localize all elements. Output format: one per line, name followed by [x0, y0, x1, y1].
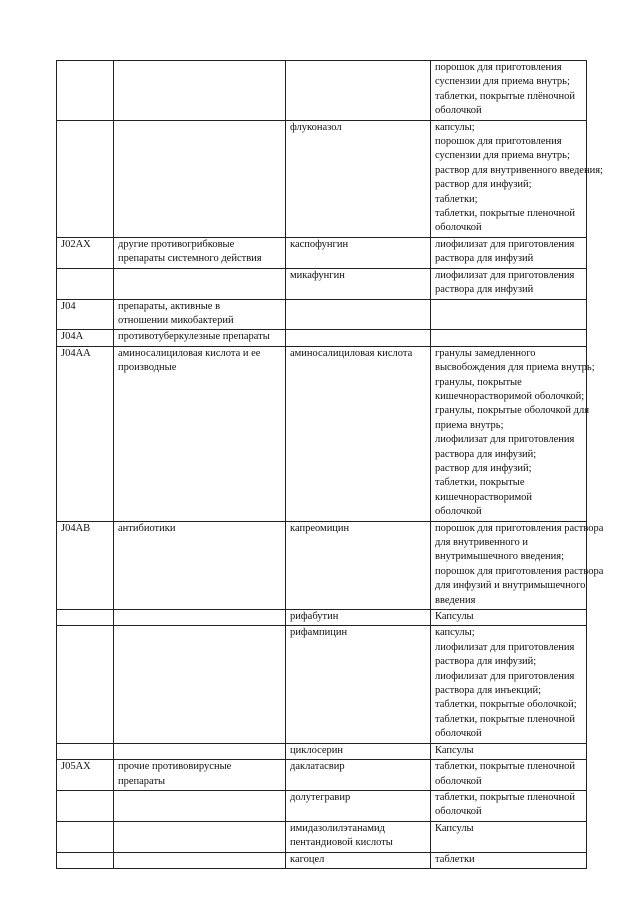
atc-code-cell: [57, 790, 114, 821]
drug-name-cell: [286, 821, 431, 852]
dosage-form-line: таблетки, покрытые пленочной: [435, 791, 576, 803]
drug-name-cell: [286, 760, 431, 791]
atc-code: J05AX: [61, 761, 91, 773]
dosage-form-line: суспензии для приема внутрь;: [435, 76, 570, 88]
table-row: [57, 268, 587, 299]
dosage-form-line: Капсулы: [435, 822, 474, 834]
drug-name-line: долутегравир: [290, 791, 351, 803]
group-name-line: препараты системного действия: [118, 253, 262, 265]
dosage-form-line: оболочкой: [435, 806, 482, 818]
group-name-line: препараты, активные в: [118, 300, 221, 312]
drug-name-line: рифампицин: [290, 627, 348, 639]
dosage-form-cell: [431, 61, 587, 121]
dosage-form-line: гранулы, покрытые оболочкой для: [435, 405, 590, 417]
dosage-form-line: для внутривенного и: [435, 537, 529, 548]
drug-name-cell: [286, 61, 431, 121]
drug-name-cell: [286, 237, 431, 268]
dosage-form-cell: [431, 237, 587, 268]
anatomical-group-cell: [114, 852, 286, 868]
dosage-form-line: таблетки, покрытые: [435, 477, 525, 489]
anatomical-group-cell: [114, 330, 286, 346]
dosage-form-line: раствор для инфузий;: [435, 179, 532, 191]
dosage-form-line: лиофилизат для приготовления: [435, 238, 575, 250]
dosage-form-line: капсулы;: [435, 627, 475, 639]
table-row: [57, 237, 587, 268]
drug-name-cell: [286, 610, 431, 626]
dosage-form-line: лиофилизат для приготовления: [435, 269, 575, 281]
dosage-form-cell: [431, 821, 587, 852]
dosage-form-line: гранулы, покрытые: [435, 376, 522, 388]
dosage-form-line: оболочкой: [435, 775, 482, 787]
dosage-form-line: введения: [435, 594, 476, 606]
dosage-form-cell: [431, 626, 587, 743]
dosage-form-line: кишечнорастворимой: [435, 491, 533, 503]
group-name-line: другие противогрибковые: [118, 238, 235, 250]
drug-name-line: циклосерин: [290, 744, 344, 756]
drug-name-line: микафунгин: [290, 269, 345, 281]
drug-name-cell: [286, 626, 431, 743]
atc-code-cell: [57, 120, 114, 237]
table-row: [57, 330, 587, 346]
dosage-form-line: оболочкой: [435, 222, 482, 234]
group-name-line: отношении микобактерий: [118, 314, 234, 326]
dosage-form-line: таблетки: [435, 853, 475, 865]
dosage-form-line: порошок для приготовления раствора: [435, 565, 604, 577]
table-row: [57, 852, 587, 868]
group-name-line: производные: [118, 362, 177, 374]
dosage-form-line: высвобождения для приема внутрь;: [435, 362, 595, 374]
anatomical-group-cell: [114, 821, 286, 852]
group-name-line: прочие противовирусные: [118, 761, 232, 773]
table-row: [57, 821, 587, 852]
dosage-form-line: внутримышечного введения;: [435, 551, 565, 563]
dosage-form-line: оболочкой: [435, 728, 482, 740]
drug-name-cell: [286, 330, 431, 346]
table-row: [57, 299, 587, 330]
drug-name-line: даклатасвир: [290, 761, 345, 773]
anatomical-group-cell: [114, 790, 286, 821]
drug-name-cell: [286, 521, 431, 609]
table-row: [57, 790, 587, 821]
dosage-form-line: Капсулы: [435, 744, 474, 756]
atc-code: J04AA: [61, 347, 91, 359]
table-row: [57, 346, 587, 521]
atc-code: J02AX: [61, 238, 91, 250]
group-name-line: антибиотики: [118, 522, 176, 534]
drug-name-cell: [286, 852, 431, 868]
atc-code-cell: [57, 626, 114, 743]
anatomical-group-cell: [114, 120, 286, 237]
dosage-form-cell: [431, 852, 587, 868]
atc-code-cell: [57, 743, 114, 759]
atc-code-cell: [57, 299, 114, 330]
dosage-form-line: таблетки, покрытые пленочной: [435, 761, 576, 773]
dosage-form-cell: [431, 120, 603, 237]
drug-name-cell: [286, 346, 431, 521]
anatomical-group-cell: [114, 743, 286, 759]
dosage-form-line: Капсулы: [435, 611, 474, 623]
dosage-form-line: оболочкой: [435, 105, 482, 117]
anatomical-group-cell: [114, 610, 286, 626]
dosage-form-line: раствора для инфузий;: [435, 656, 537, 668]
atc-code-cell: [57, 346, 114, 521]
dosage-form-cell: [431, 299, 587, 330]
anatomical-group-cell: [114, 760, 286, 791]
atc-code-cell: [57, 760, 114, 791]
dosage-form-line: раствора для инфузий;: [435, 448, 537, 460]
dosage-form-line: таблетки, покрытые оболочкой;: [435, 699, 577, 711]
dosage-form-line: суспензии для приема внутрь;: [435, 150, 570, 162]
drug-name-cell: [286, 790, 431, 821]
atc-code-cell: [57, 852, 114, 868]
atc-code-cell: [57, 61, 114, 121]
dosage-form-line: раствор для инфузий;: [435, 462, 532, 474]
group-name-line: препараты: [118, 775, 166, 787]
dosage-form-line: раствор для внутривенного введения;: [435, 164, 603, 176]
dosage-form-line: раствора для инъекций;: [435, 685, 542, 697]
drug-name-line: рифабутин: [290, 611, 339, 623]
dosage-form-line: порошок для приготовления: [435, 136, 562, 148]
atc-code: J04AB: [61, 522, 91, 534]
dosage-form-cell: [431, 346, 595, 521]
dosage-form-cell: [431, 790, 587, 821]
dosage-form-line: капсулы;: [435, 121, 475, 133]
drug-name-line: каспофунгин: [290, 238, 349, 250]
dosage-form-line: кишечнорастворимой оболочкой;: [435, 390, 585, 402]
atc-code-cell: [57, 237, 114, 268]
atc-code-cell: [57, 268, 114, 299]
dosage-form-line: гранулы замедленного: [435, 347, 536, 359]
dosage-form-line: таблетки;: [435, 193, 478, 205]
atc-code-cell: [57, 521, 114, 609]
drug-name-line: капреомицин: [290, 522, 350, 534]
dosage-form-line: раствора для инфузий: [435, 253, 534, 265]
drug-name-cell: [286, 299, 431, 330]
table-row: [57, 610, 587, 626]
dosage-form-line: лиофилизат для приготовления: [435, 670, 575, 682]
atc-code: J04: [61, 300, 76, 312]
anatomical-group-cell: [114, 521, 286, 609]
anatomical-group-cell: [114, 346, 286, 521]
dosage-form-line: таблетки, покрытые пленочной: [435, 208, 576, 220]
dosage-form-line: таблетки, покрытые плёночной: [435, 90, 576, 102]
dosage-form-line: лиофилизат для приготовления: [435, 641, 575, 653]
dosage-form-line: раствора для инфузий: [435, 284, 534, 296]
dosage-form-cell: [431, 521, 604, 609]
anatomical-group-cell: [114, 299, 286, 330]
dosage-form-cell: [431, 610, 587, 626]
group-name-line: противотуберкулезные препараты: [118, 331, 270, 343]
dosage-form-line: порошок для приготовления: [435, 62, 562, 73]
atc-code-cell: [57, 610, 114, 626]
dosage-form-cell: [431, 268, 587, 299]
dosage-form-line: лиофилизат для приготовления: [435, 434, 575, 446]
table-row: [57, 61, 587, 121]
atc-code: J04A: [61, 331, 84, 343]
dosage-form-cell: [431, 330, 587, 346]
anatomical-group-cell: [114, 237, 286, 268]
dosage-form-line: оболочкой: [435, 506, 482, 518]
group-name-line: аминосалициловая кислота и ее: [118, 347, 261, 359]
atc-code-cell: [57, 821, 114, 852]
table-body: [57, 61, 604, 869]
anatomical-group-cell: [114, 61, 286, 121]
medication-table: [56, 60, 604, 869]
drug-name-cell: [286, 120, 431, 237]
dosage-form-line: таблетки, покрытые пленочной: [435, 713, 576, 725]
anatomical-group-cell: [114, 626, 286, 743]
drug-name-line: кагоцел: [290, 853, 325, 865]
dosage-form-cell: [431, 743, 587, 759]
anatomical-group-cell: [114, 268, 286, 299]
dosage-form-cell: [431, 760, 587, 791]
table-row: [57, 120, 587, 237]
atc-code-cell: [57, 330, 114, 346]
dosage-form-line: для инфузий и внутримышечного: [435, 580, 586, 592]
dosage-form-line: приема внутрь;: [435, 419, 504, 431]
drug-name-line: аминосалициловая кислота: [290, 347, 413, 359]
drug-name-line: имидазолилэтанамид: [290, 822, 385, 834]
table-row: [57, 521, 587, 609]
drug-name-line: флуконазол: [290, 121, 342, 133]
table-row: [57, 760, 587, 791]
drug-name-cell: [286, 268, 431, 299]
table-row: [57, 626, 587, 743]
dosage-form-line: порошок для приготовления раствора: [435, 522, 604, 534]
drug-name-line: пентандиовой кислоты: [290, 837, 393, 849]
table-row: [57, 743, 587, 759]
drug-name-cell: [286, 743, 431, 759]
